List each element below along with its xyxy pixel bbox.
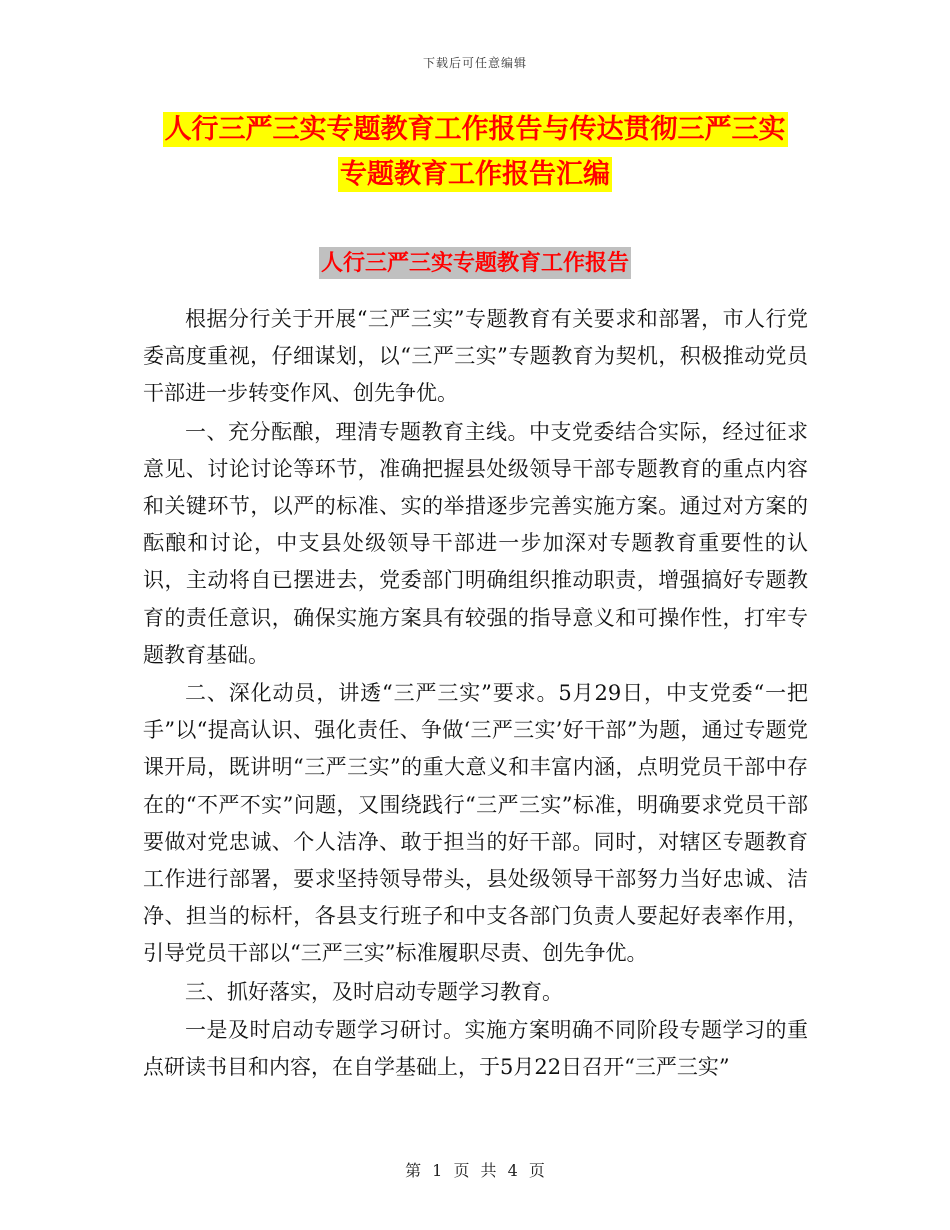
- page-footer: 第 1 页 共 4 页: [405, 1161, 545, 1180]
- document-body: [143, 301, 808, 1087]
- page-header-note: 下载后可任意编辑: [422, 56, 527, 70]
- paragraph-section-1: 一、充分酝酿，理清专题教育主线。中支党委结合实际，经过征求意见、讨论讨论等环节，准确把握县处级领导干部专题教育的重点内容和关键环节，以严的标准、实的举措逐步完善实施方案。通过对方案的酝酿和讨论，中支县处级领导干部进一步加深对专题教育重要性的认识，主动将自已摆进去，党委部门明确组织推动职责，增强搞好专题教育的责任意识，确保实施方案具有较强的指导意义和可操作性，打牢专题教育基础。: [143, 419, 808, 667]
- paragraph-section-2: 二、深化动员，讲透“三严三实”要求。5月29日，中支党委“一把手”以“提高认识、强化责任、争做‘三严三实’好干部”为题，通过专题党课开局，既讲明“三严三实”的重大意义和丰富内涵，点明党员干部中存在的“不严不实”问题，又围绕践行“三严三实”标准，明确要求党员干部要做对党忠诚、个人洁净、敢于担当的好干部。同时，对辖区专题教育工作进行部署，要求坚持领导带头，县处级领导干部努力当好忠诚、洁净、担当的标杆，各县支行班子和中支各部门负责人要起好表率作用，引导党员干部以“三严三实”标准履职尽责、创先争优。: [143, 681, 808, 966]
- main-title-line-1: [0, 112, 950, 148]
- section-title: [0, 245, 950, 281]
- main-title-text-1: 人行三严三实专题教育工作报告与传达贯彻三严三实: [164, 114, 786, 145]
- paragraph-section-3: 三、抓好落实，及时启动专题学习教育。: [185, 979, 563, 1004]
- main-title-line-2: [0, 157, 950, 193]
- paragraph-intro: 根据分行关于开展“三严三实”专题教育有关要求和部署，市人行党委高度重视，仔细谋划，以“三严三实”专题教育为契机，积极推动党员干部进一步转变作风、创先争优。: [143, 307, 808, 406]
- main-title-text-2: 专题教育工作报告汇编: [340, 159, 610, 190]
- section-title-text: 人行三严三实专题教育工作报告: [319, 247, 631, 279]
- paragraph-section-3-item-1: 一是及时启动专题学习研讨。实施方案明确不同阶段专题学习的重点研读书目和内容，在自学基础上，于5月22日召开“三严三实”: [143, 1017, 808, 1080]
